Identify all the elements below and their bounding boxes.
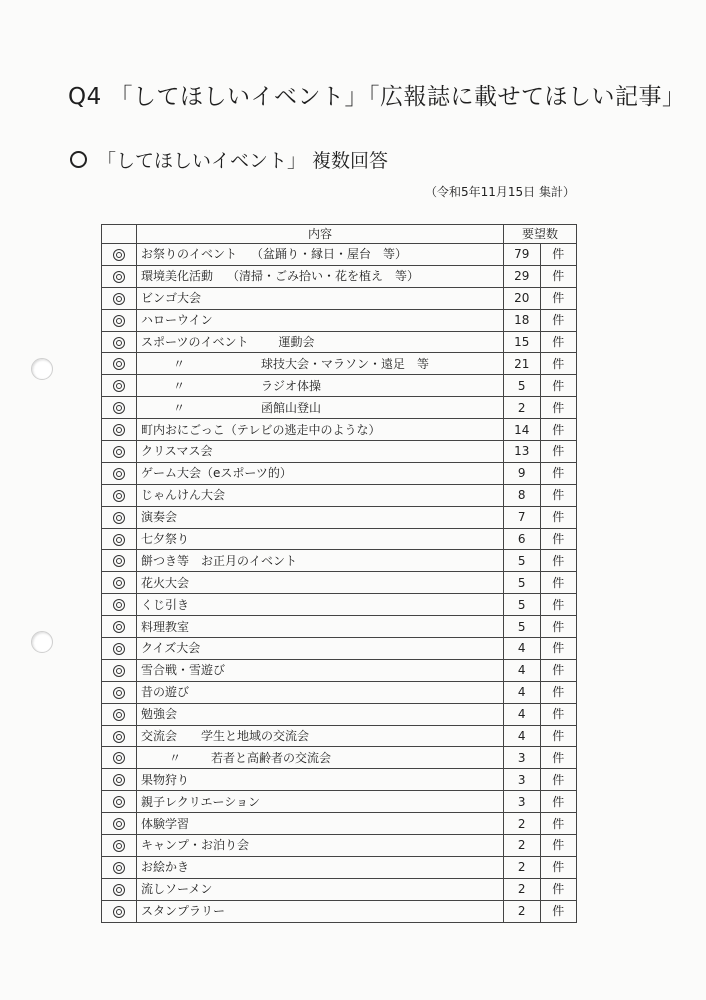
row-item [137, 572, 504, 594]
table-row [102, 353, 577, 375]
double-circle-icon [113, 358, 125, 370]
row-unit: 件 [540, 397, 577, 419]
row-item-main: 花火大会 [141, 575, 190, 590]
row-item-main: 体験学習 [141, 816, 190, 831]
row-item-main: スタンプラリー [141, 904, 226, 919]
double-circle-icon [113, 315, 125, 327]
double-circle-icon [113, 752, 125, 764]
row-count: 2 [504, 813, 541, 835]
double-circle-icon [113, 687, 125, 699]
row-item [137, 528, 504, 550]
double-circle-icon [113, 599, 125, 611]
row-mark-cell [102, 747, 137, 769]
row-item [137, 747, 504, 769]
table-row [102, 616, 577, 638]
double-circle-icon [113, 512, 125, 524]
row-item-detail: （清掃・ごみ拾い・花を植え 等） [227, 269, 420, 284]
row-unit: 件 [540, 835, 577, 857]
row-unit: 件 [540, 572, 577, 594]
row-item-main: 雪合戦・雪遊び [141, 663, 226, 678]
row-mark-cell [102, 331, 137, 353]
row-unit: 件 [540, 419, 577, 441]
double-circle-icon [113, 534, 125, 546]
row-item-main: 親子レクリエーション [141, 794, 261, 809]
row-item-main: 果物狩り [141, 772, 190, 787]
row-item [137, 835, 504, 857]
row-item [137, 353, 504, 375]
row-unit: 件 [540, 594, 577, 616]
row-count: 4 [504, 681, 541, 703]
header-count: 要望数 [504, 225, 577, 244]
row-mark-cell [102, 287, 137, 309]
row-item [137, 594, 504, 616]
table-row [102, 572, 577, 594]
row-count: 3 [504, 747, 541, 769]
row-mark-cell [102, 419, 137, 441]
row-unit: 件 [540, 528, 577, 550]
row-item-main: じゃんけん大会 [141, 488, 226, 503]
double-circle-icon [113, 840, 125, 852]
row-item [137, 703, 504, 725]
table-row [102, 769, 577, 791]
double-circle-icon [113, 884, 125, 896]
row-count: 4 [504, 638, 541, 660]
row-count: 2 [504, 900, 541, 922]
row-count: 3 [504, 769, 541, 791]
row-mark-cell [102, 506, 137, 528]
row-item [137, 397, 504, 419]
table-row [102, 856, 577, 878]
row-item-main: ゲーム大会（eスポーツ的） [141, 466, 292, 481]
double-circle-icon [113, 380, 125, 392]
row-item [137, 681, 504, 703]
punch-hole-top [31, 358, 53, 380]
table-row [102, 725, 577, 747]
table-row [102, 309, 577, 331]
row-count: 6 [504, 528, 541, 550]
double-circle-icon [113, 337, 125, 349]
table-row [102, 681, 577, 703]
row-unit: 件 [540, 462, 577, 484]
table-row [102, 747, 577, 769]
row-item [137, 878, 504, 900]
row-mark-cell [102, 616, 137, 638]
row-count: 4 [504, 703, 541, 725]
row-item [137, 769, 504, 791]
row-mark-cell [102, 550, 137, 572]
double-circle-icon [113, 271, 125, 283]
row-item-detail: 球技大会・マラソン・遠足 等 [261, 356, 430, 371]
row-count: 4 [504, 659, 541, 681]
double-circle-icon [113, 643, 125, 655]
row-mark-cell [102, 878, 137, 900]
row-item [137, 462, 504, 484]
row-item-main: 〃 [173, 356, 186, 371]
row-item-main: 昔の遊び [141, 685, 190, 700]
table-row [102, 703, 577, 725]
double-circle-icon [113, 709, 125, 721]
row-count: 13 [504, 441, 541, 463]
row-unit: 件 [540, 813, 577, 835]
row-count: 9 [504, 462, 541, 484]
row-mark-cell [102, 375, 137, 397]
row-mark-cell [102, 397, 137, 419]
row-mark-cell [102, 265, 137, 287]
table-row [102, 550, 577, 572]
row-unit: 件 [540, 878, 577, 900]
row-item-main: くじ引き [141, 597, 190, 612]
table-row [102, 484, 577, 506]
row-item-main: 料理教室 [141, 619, 190, 634]
table-row [102, 287, 577, 309]
row-item [137, 375, 504, 397]
row-item-main: 七夕祭り [141, 532, 190, 547]
row-mark-cell [102, 244, 137, 266]
row-count: 5 [504, 375, 541, 397]
row-unit: 件 [540, 484, 577, 506]
row-mark-cell [102, 856, 137, 878]
double-circle-icon [113, 774, 125, 786]
row-unit: 件 [540, 856, 577, 878]
row-mark-cell [102, 703, 137, 725]
double-circle-icon [113, 490, 125, 502]
row-item [137, 331, 504, 353]
row-item [137, 791, 504, 813]
header-item: 内容 [137, 225, 504, 244]
row-count: 7 [504, 506, 541, 528]
section-heading [70, 146, 388, 173]
row-unit: 件 [540, 659, 577, 681]
double-circle-icon [113, 424, 125, 436]
row-item-detail: 運動会 [278, 335, 315, 349]
table-header-row [102, 225, 577, 244]
row-count: 2 [504, 835, 541, 857]
row-item-main: 環境美化活動 [141, 269, 214, 284]
row-item-main: 〃 [173, 378, 186, 393]
row-item-detail: 若者と高齢者の交流会 [211, 750, 332, 765]
double-circle-icon [113, 796, 125, 808]
table-row [102, 244, 577, 266]
table-row [102, 506, 577, 528]
row-mark-cell [102, 638, 137, 660]
row-item [137, 506, 504, 528]
row-item [137, 265, 504, 287]
double-circle-icon [113, 818, 125, 830]
table-row [102, 331, 577, 353]
table-row [102, 878, 577, 900]
row-item-main: お祭りのイベント [141, 247, 238, 262]
row-mark-cell [102, 441, 137, 463]
row-unit: 件 [540, 703, 577, 725]
row-count: 5 [504, 616, 541, 638]
row-mark-cell [102, 900, 137, 922]
row-item [137, 309, 504, 331]
row-item [137, 419, 504, 441]
row-unit: 件 [540, 331, 577, 353]
row-item-main: 〃 [169, 750, 182, 765]
row-item [137, 659, 504, 681]
row-unit: 件 [540, 638, 577, 660]
double-circle-icon [113, 293, 125, 305]
row-unit: 件 [540, 900, 577, 922]
row-unit: 件 [540, 441, 577, 463]
table-row [102, 900, 577, 922]
table-row [102, 791, 577, 813]
row-count: 79 [504, 244, 541, 266]
row-item [137, 441, 504, 463]
row-mark-cell [102, 462, 137, 484]
row-item-main: キャンプ・お泊り会 [141, 838, 250, 853]
table-row [102, 375, 577, 397]
row-item [137, 550, 504, 572]
row-item [137, 900, 504, 922]
row-item-main: 餅つき等 お正月のイベント [141, 553, 298, 568]
row-unit: 件 [540, 287, 577, 309]
row-item [137, 484, 504, 506]
table-row [102, 397, 577, 419]
row-unit: 件 [540, 506, 577, 528]
row-mark-cell [102, 813, 137, 835]
row-unit: 件 [540, 681, 577, 703]
row-item-main: クイズ大会 [141, 641, 201, 656]
double-circle-icon [113, 731, 125, 743]
row-count: 2 [504, 856, 541, 878]
table-row [102, 638, 577, 660]
row-count: 3 [504, 791, 541, 813]
row-mark-cell [102, 769, 137, 791]
row-mark-cell [102, 681, 137, 703]
section-heading-text: 「してほしいイベント」 複数回答 [97, 150, 389, 172]
row-item-detail: ラジオ体操 [261, 378, 322, 393]
row-count: 14 [504, 419, 541, 441]
row-count: 2 [504, 397, 541, 419]
table-row [102, 441, 577, 463]
table-row [102, 835, 577, 857]
row-unit: 件 [540, 309, 577, 331]
table-row [102, 594, 577, 616]
row-item [137, 616, 504, 638]
row-mark-cell [102, 528, 137, 550]
row-mark-cell [102, 572, 137, 594]
row-count: 20 [504, 287, 541, 309]
row-item-main: ハローウイン [141, 313, 213, 328]
double-circle-icon [113, 862, 125, 874]
table-row [102, 813, 577, 835]
row-count: 5 [504, 572, 541, 594]
row-item-detail: （盆踊り・縁日・屋台 等） [251, 247, 408, 262]
punch-hole-bottom [31, 631, 53, 653]
row-item [137, 638, 504, 660]
row-item [137, 725, 504, 747]
row-unit: 件 [540, 769, 577, 791]
circle-bullet-icon [70, 151, 87, 168]
row-count: 21 [504, 353, 541, 375]
row-count: 5 [504, 550, 541, 572]
row-item-main: 演奏会 [141, 510, 178, 525]
row-count: 2 [504, 878, 541, 900]
row-mark-cell [102, 594, 137, 616]
double-circle-icon [113, 621, 125, 633]
events-table [101, 224, 577, 923]
row-unit: 件 [540, 616, 577, 638]
row-mark-cell [102, 309, 137, 331]
row-mark-cell [102, 484, 137, 506]
page-title: Q4 「してほしいイベント」「広報誌に載せてほしい記事」 [68, 84, 686, 110]
table-row [102, 462, 577, 484]
row-item-main: 流しソーメン [141, 882, 213, 897]
row-item-main: ビンゴ大会 [141, 291, 202, 306]
row-count: 29 [504, 265, 541, 287]
row-item-detail: 函館山登山 [261, 400, 322, 415]
row-unit: 件 [540, 725, 577, 747]
double-circle-icon [113, 577, 125, 589]
table-row [102, 659, 577, 681]
row-unit: 件 [540, 747, 577, 769]
row-item-main: クリスマス会 [141, 444, 213, 459]
row-count: 18 [504, 309, 541, 331]
row-mark-cell [102, 791, 137, 813]
row-item-main: 町内おにごっこ（テレビの逃走中のような） [141, 422, 381, 437]
table-row [102, 528, 577, 550]
row-count: 15 [504, 331, 541, 353]
row-unit: 件 [540, 353, 577, 375]
row-count: 4 [504, 725, 541, 747]
row-item-main: 〃 [173, 400, 186, 415]
tally-date: （令和5年11月15日 集計） [425, 185, 575, 199]
row-item [137, 813, 504, 835]
row-item [137, 244, 504, 266]
row-mark-cell [102, 353, 137, 375]
row-unit: 件 [540, 265, 577, 287]
row-unit: 件 [540, 791, 577, 813]
row-mark-cell [102, 725, 137, 747]
row-item [137, 287, 504, 309]
row-item-main: お絵かき [141, 860, 190, 875]
double-circle-icon [113, 402, 125, 414]
double-circle-icon [113, 555, 125, 567]
row-count: 8 [504, 484, 541, 506]
row-item-main: 勉強会 [141, 707, 178, 722]
row-count: 5 [504, 594, 541, 616]
row-item-main: スポーツのイベント [141, 335, 249, 349]
double-circle-icon [113, 906, 125, 918]
row-unit: 件 [540, 375, 577, 397]
row-item-main: 交流会 [141, 729, 178, 744]
row-mark-cell [102, 659, 137, 681]
row-item [137, 856, 504, 878]
row-unit: 件 [540, 244, 577, 266]
double-circle-icon [113, 249, 125, 261]
row-mark-cell [102, 835, 137, 857]
table-row [102, 265, 577, 287]
double-circle-icon [113, 665, 125, 677]
row-unit: 件 [540, 550, 577, 572]
table-row [102, 419, 577, 441]
header-mark-cell [102, 225, 137, 244]
double-circle-icon [113, 446, 125, 458]
row-item-detail: 学生と地域の交流会 [201, 729, 310, 744]
double-circle-icon [113, 468, 125, 480]
